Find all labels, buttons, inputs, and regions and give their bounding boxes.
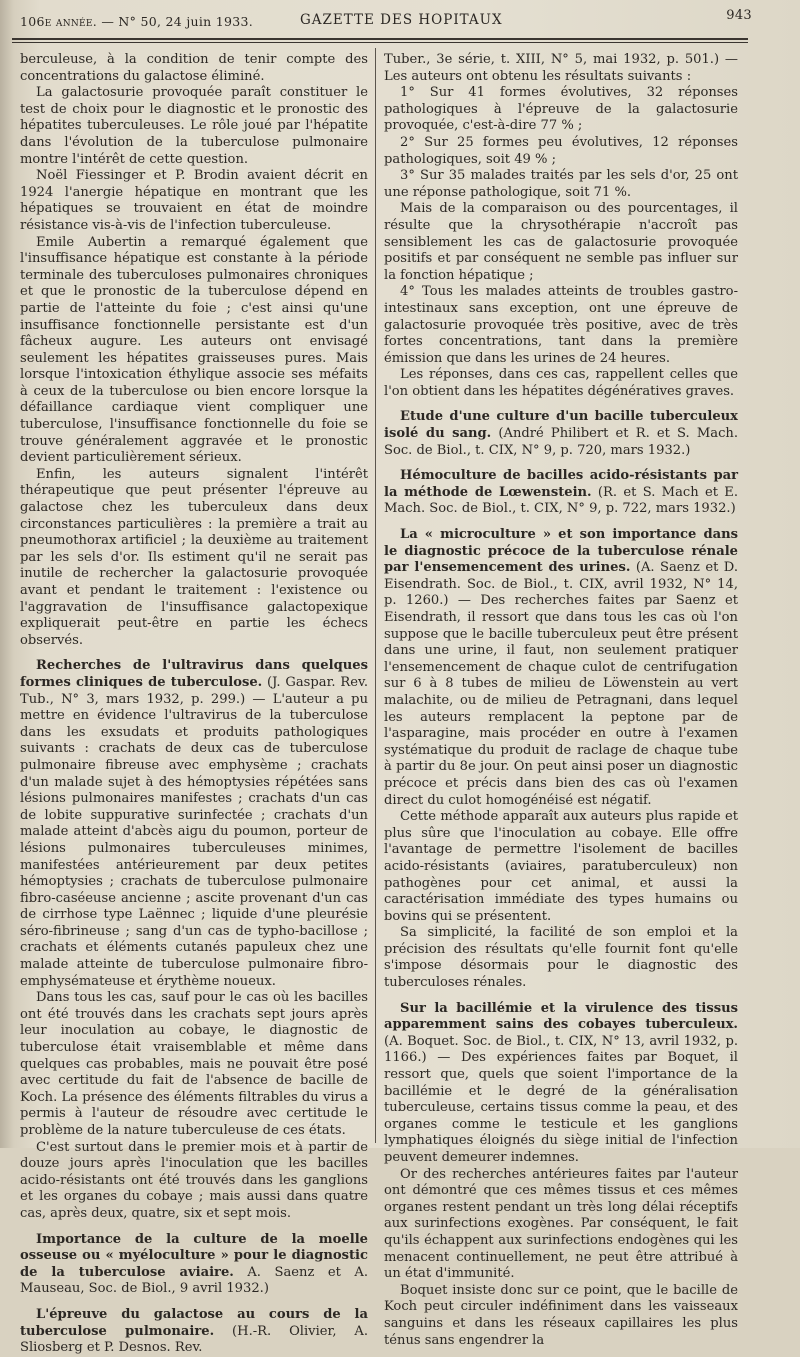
paragraph (384, 52, 738, 85)
paragraph-text: Dans tous les cas, sauf pour le cas où les bacilles ont été trouvés dans les crachats sept jours après leur inoculation au cobaye, le diagnostic de tuberculose était vraisemblable et même dans quelques cas probables, mais ne pouvait être posé avec certitude du fait de l'absence de bacille de Koch. La présence des éléments filtrables du virus a permis à l'auteur de résoudre avec certitude le problème de la nature tuberculeuse de ces états. (20, 990, 368, 1138)
paragraph-text: 4° Tous les malades atteints de troubles gastro-intestinaux sans exception, ont une épreuve de galactosurie provoquée très positive, avec de très fortes concentrations, tant dans la première émission que dans les urines de 24 heures. (384, 284, 738, 366)
entry-title: Etude d'une culture d'un bacille tuberculeux isolé du sang. (384, 409, 738, 442)
paragraph-text: A. Saenz et A. Mauseau, Soc. de Biol., 9 avril 1932.) (20, 1264, 368, 1297)
entry-title: Hémoculture de bacilles acido-résistants par la méthode de Lœwenstein. (384, 468, 738, 500)
journal-title: GAZETTE DES HOPITAUX (300, 12, 503, 28)
header-year: 106e année. (20, 14, 98, 29)
paragraph-text: (J. Gaspar. Rev. Tub., N° 3, mars 1932, p. 299.) — L'auteur a pu mettre en évidence l'ultravirus de la tuberculose dans les exsudats et produits pathologiques suivants : crachats de deux cas de tuberculose pulmonaire fibreuse avec emphysème ; crachats d'un malade sujet à des hémoptysies répétées sans lésions pulmonaires manifestes ; crachats d'un cas de lobite suppurative surinfectée ; crachats d'un malade atteint d'abcès aigu du poumon, porteur de lésions pulmonaires tuberculeuses minimes, manifestées antérieurement par deux petites hémoptysies ; crachats de tuberculose pulmonaire fibro-caséeuse ancienne ; ascite provenant d'un cas de cirrhose type Laënnec ; liquide d'une pleurésie séro-fibrineuse ; sang d'un cas de typho-bacillose ; crachats et éléments cutanés papuleux chez une malade atteinte de tuberculose pulmonaire fibro-emphysémateuse et érythème noueux. (20, 674, 368, 989)
section-gap (384, 992, 738, 1001)
paragraph (20, 467, 368, 650)
paragraph (384, 284, 738, 367)
paragraph-text: Sa simplicité, la facilité de son emploi et la précision des résultats qu'elle fournit font qu'elle s'impose désormais pour le diagnostic des tuberculoses rénales. (384, 925, 738, 991)
paragraph (384, 809, 738, 925)
abstract-entry (20, 1232, 368, 1298)
header-rule-thick (12, 38, 748, 40)
entry-title: La « microculture » et son importance dans le diagnostic précoce de la tuberculose rénale par l'ensemencement des urines. (384, 527, 738, 576)
paragraph-text: Tuber., 3e série, t. XIII, N° 5, mai 1932, p. 501.) — Les auteurs ont obtenu les résultats suivants : (384, 52, 738, 84)
header-issue (20, 14, 253, 29)
paragraph-text: Boquet insiste donc sur ce point, que le bacille de Koch peut circuler indéfiniment dans les vaisseaux sanguins et dans les réseaux capillaires les plus ténus sans engendrer la (384, 1282, 738, 1348)
abstract-entry (384, 1001, 738, 1167)
section-gap (384, 459, 738, 468)
paragraph-text: (A. Saenz et D. Eisendrath. Soc. de Biol., t. CIX, avril 1932, N° 14, p. 1260.) — Des recherches faites par Saenz et Eisendrath, il ressort que dans tous les cas où l'on suppose que le bacille tuberculeux peut être présent dans une urine, il faut, non seulement pratiquer l'ensemencement de chaque culot de centrifugation sur 6 à 8 tubes de milieu de Löwenstein au vert malachite, ou de milieu de Petragnani, dans lequel les auteurs remplacent la peptone par de l'asparagine, mais procéder en outre à l'examen systématique du produit de raclage de chaque tube à partir du 8e jour. On peut ainsi poser un diagnostic précoce et précis dans bien des cas où l'examen direct du culot homogénéisé est négatif. (384, 560, 738, 808)
paragraph-text: Enfin, les auteurs signalent l'intérêt thérapeutique que peut présenter l'épreuve au galactose chez les tuberculeux dans deux circonstances particulières : la première a trait au pneumothorax artificiel ; la deuxième au traitement par les sels d'or. Ils estiment qu'il ne serait pas inutile de rechercher la galactosurie provoquée avant et pendant le traitement : l'existence ou l'aggravation de l'insuffisance galactopexique expliquerait peut-être en partie les échecs observés. (20, 466, 368, 648)
paragraph-text: Mais de la comparaison ou des pourcentages, il résulte que la chrysothérapie n'accroît pas sensiblement les cas de galactosurie provoquée positifs et par conséquent ne semble pas influer sur la fonction hépatique ; (384, 201, 738, 283)
paragraph-text: Or des recherches antérieures faites par l'auteur ont démontré que ces mêmes tissus et ces mêmes organes restent pendant un très long délai réceptifs aux surinfections exogènes. Par conséquent, le fait qu'ils échappent aux surinfections endogènes qui les menacent continuellement, ne peut être attribué à un état d'immunité. (384, 1166, 738, 1282)
paragraph-text: C'est surtout dans le premier mois et à partir de douze jours après l'inoculation que les bacilles acido-résistants ont été trouvés dans les ganglions et les organes du cobaye ; mais aussi dans quatre cas, après deux, quatre, six et sept mois. (20, 1139, 368, 1221)
paragraph (384, 1167, 738, 1283)
paragraph-text: berculeuse, à la condition de tenir compte des concentrations du galactose éliminé. (20, 52, 368, 84)
section-gap (20, 649, 368, 658)
paragraph (20, 52, 368, 85)
paragraph-text: (A. Boquet. Soc. de Biol., t. CIX, N° 13, avril 1932, p. 1166.) — Des expériences faites par Boquet, il ressort que, quels que soient l'importance de la bacillémie et le degré de la généralisation tuberculeuse, certains tissus comme la peau, et des organes comme le testicule et les ganglions lymphatiques éloignés du siège initial de l'infection peuvent demeurer indemnes. (384, 1033, 738, 1165)
section-gap (20, 1223, 368, 1232)
paragraph (20, 235, 368, 467)
entry-title: L'épreuve du galactose au cours de la tuberculose pulmonaire. (20, 1306, 368, 1339)
abstract-entry (384, 527, 738, 809)
entry-title: Recherches de l'ultravirus dans quelques formes cliniques de tuberculose. (20, 658, 368, 690)
paragraph-text: 3° Sur 35 malades traités par les sels d'or, 25 ont une réponse pathologique, soit 71 %. (384, 168, 738, 200)
section-gap (384, 400, 738, 409)
paragraph-text: Noël Fiessinger et P. Brodin avaient décrit en 1924 l'anergie hépatique en montrant que les hépatiques se trouvaient en état de moindre résistance vis-à-vis de l'infection tuberculeuse. (20, 168, 368, 233)
running-header (10, 6, 752, 30)
abstract-entry (20, 658, 368, 990)
abstract-entry (384, 468, 738, 518)
paragraph (384, 925, 738, 991)
section-gap (20, 1298, 368, 1307)
paragraph (384, 1283, 738, 1349)
page-number: 943 (726, 8, 752, 23)
entry-title: Importance de la culture de la moelle osseuse ou « myéloculture » pour le diagnostic de la tuberculose aviaire. (20, 1231, 368, 1280)
header-date: — N° 50, 24 juin 1933. (101, 14, 254, 29)
header-rule-thin (12, 42, 748, 43)
paragraph-text: 1° Sur 41 formes évolutives, 32 réponses pathologiques à l'épreuve de la galactosurie provoquée, c'est-à-dire 77 % ; (384, 85, 738, 134)
left-column (20, 52, 368, 1357)
paragraph-text: (H.-R. Olivier, A. Sliosberg et P. Desnos. Rev. (20, 1323, 369, 1356)
right-column (384, 52, 738, 1349)
paragraph (20, 168, 368, 234)
paragraph (384, 168, 738, 201)
paragraph-text: 2° Sur 25 formes peu évolutives, 12 réponses pathologiques, soit 49 % ; (384, 134, 738, 167)
entry-title: Sur la bacillémie et la virulence des tissus apparemment sains des cobayes tuberculeux. (384, 1000, 738, 1033)
paragraph-text: (R. et S. Mach et E. Mach. Soc. de Biol., t. CIX, N° 9, p. 722, mars 1932.) (384, 484, 738, 517)
paragraph (384, 135, 738, 168)
paragraph (384, 201, 738, 284)
abstract-entry (20, 1307, 368, 1357)
paragraph-text: (André Philibert et R. et S. Mach. Soc. de Biol., t. CIX, N° 9, p. 720, mars 1932.) (384, 426, 738, 458)
abstract-entry (384, 409, 738, 459)
paragraph (20, 990, 368, 1139)
paragraph-text: Emile Aubertin a remarqué également que l'insuffisance hépatique est constante à la période terminale des tuberculoses pulmonaires chroniques et que le pronostic de la tuberculose dépend en partie de l'atteinte du foie ; c'est ainsi qu'une insuffisance fonctionnelle persistante est d'un fâcheux augure. Les auteurs ont envisagé seulement les hépatites graisseuses pures. Mais lorsque l'intoxication éthylique associe ses méfaits à ceux de la tuberculose ou bien encore lorsque la défaillance cardiaque vient compliquer une tuberculose, l'insuffisance fonctionnelle du foie se trouve généralement aggravée et le pronostic devient particulièrement sérieux. (20, 234, 368, 466)
paragraph-text: Les réponses, dans ces cas, rappellent celles que l'on obtient dans les hépatites dégénératives graves. (384, 367, 738, 399)
section-gap (384, 518, 738, 527)
column-divider (375, 48, 376, 1143)
paragraph (384, 85, 738, 135)
paragraph-text: La galactosurie provoquée paraît constituer le test de choix pour le diagnostic et le pronostic des hépatites tuberculeuses. Le rôle joué par l'hépatite dans l'évolution de la tuberculose pulmonaire montre l'intérêt de cette question. (20, 85, 368, 167)
paragraph (20, 85, 368, 168)
paragraph (20, 1140, 368, 1223)
paragraph-text: Cette méthode apparaît aux auteurs plus rapide et plus sûre que l'inoculation au cobaye. Elle offre l'avantage de permettre l'isolement de bacilles acido-résistants (aviaires, paratuberculeux) non pathogènes pour cet animal, et aussi la caractérisation immédiate des types humains ou bovins qui se présentent. (384, 809, 738, 924)
paragraph (384, 367, 738, 400)
